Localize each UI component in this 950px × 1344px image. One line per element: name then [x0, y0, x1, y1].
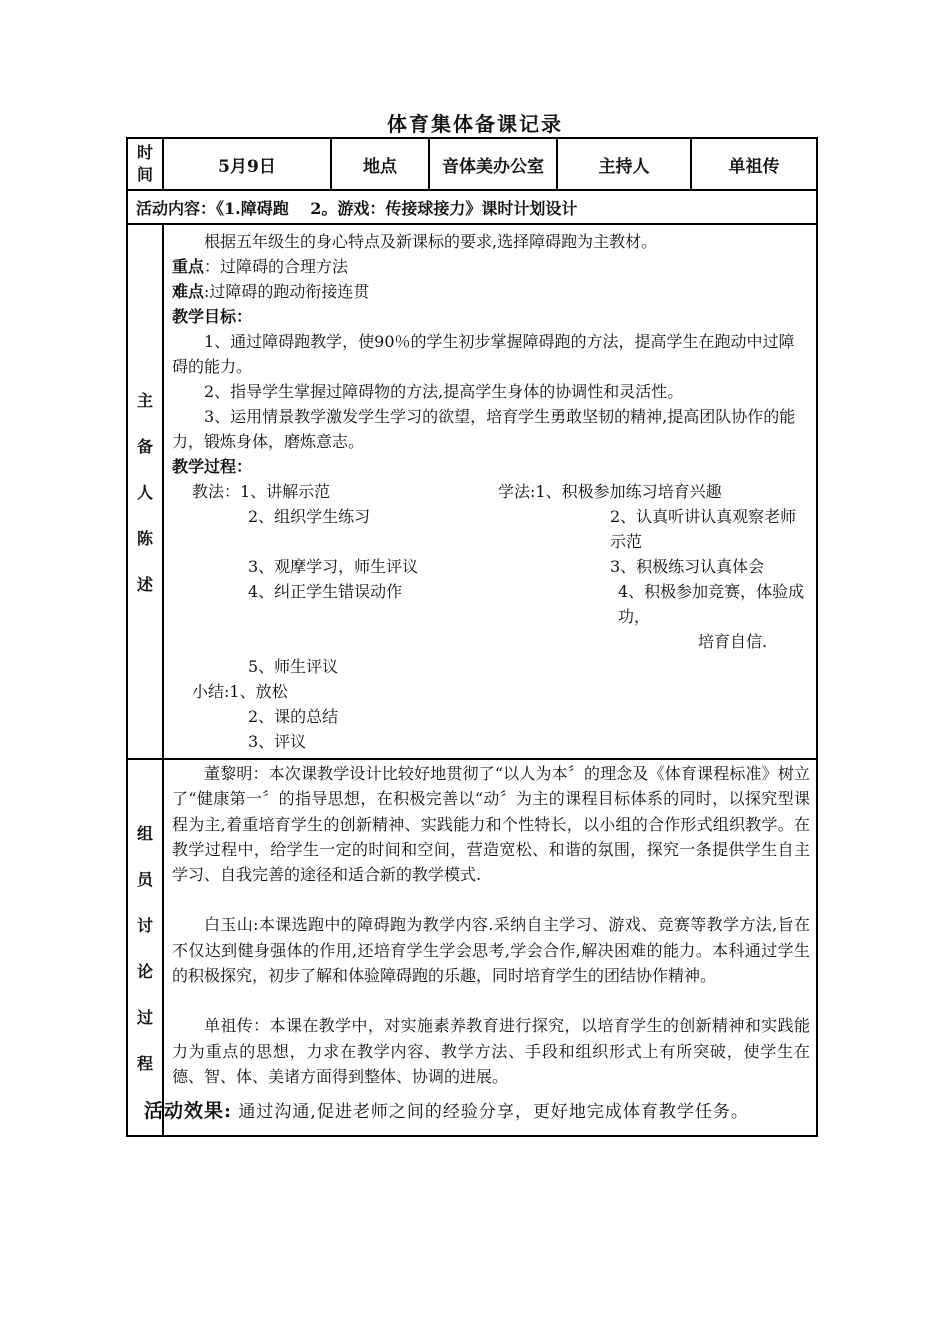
side-char: 程 — [136, 1054, 153, 1073]
place-label: 地点 — [331, 138, 429, 190]
host-label: 主持人 — [557, 138, 691, 190]
discussion-row — [127, 759, 817, 1136]
summary-item: 2、课的总结 — [248, 707, 339, 726]
side-char: 陈 — [136, 529, 153, 548]
side-char: 论 — [136, 962, 153, 981]
method-row — [172, 554, 810, 579]
activity-effect — [144, 1098, 816, 1125]
record-table — [126, 137, 818, 1137]
method-row — [172, 479, 810, 504]
process-label: 教学过程： — [172, 457, 253, 476]
intro-text: 根据五年级生的身心特点及新课标的要求,选择障碍跑为主教材。 — [204, 232, 658, 251]
discussion-body — [163, 759, 817, 1136]
learn-method: 3、积极练习认真体会 — [610, 557, 765, 576]
teach-method: 4、纠正学生错误动作 — [248, 582, 403, 601]
side-char: 主 — [136, 391, 153, 410]
learn-method: 4、积极参加竞赛，体验成功， — [618, 582, 805, 626]
side-char: 组 — [136, 824, 153, 843]
discussion-side-label — [127, 759, 163, 1136]
method-row — [172, 579, 810, 629]
header-row — [127, 138, 817, 190]
learn-method: 2、认真听讲认真观察老师示范 — [610, 507, 797, 551]
goal-item: 1、通过障碍跑教学，使90％的学生初步掌握障碍跑的方法，提高学生在跑动中过障碍的能力。 — [172, 332, 795, 376]
teach-method: 3、观摩学习，师生评议 — [248, 557, 419, 576]
main-statement-row — [127, 224, 817, 759]
learn-method: 学法:1、积极参加练习培育兴趣 — [498, 482, 722, 501]
teach-method: 2、组织学生练习 — [248, 507, 371, 526]
discussion-paragraph: 单祖传：本课在教学中，对实施素养教育进行探究，以培育学生的创新精神和实践能力为重点的思想，力求在教学内容、教学方法、手段和组织形式上有所突破，使学生在德、智、体、美诸方面得到整体、协调的进展。 — [172, 1016, 810, 1086]
activity-row — [127, 190, 817, 224]
difficulty-label: 难点 — [172, 282, 205, 301]
main-statement-body — [163, 224, 817, 759]
difficulty-text: :过障碍的跑动衔接连贯 — [204, 282, 370, 301]
goals-label: 教学目标： — [172, 307, 253, 326]
time-label-top: 时 — [136, 143, 153, 162]
discussion-paragraph: 白玉山:本课选跑中的障碍跑为教学内容.采纳自主学习、游戏、竞赛等教学方法,旨在不仅达到健身强体的作用,还培育学生学会思考,学会合作,解决困难的能力。本科通过学生的积极探究，初步了解和体验障碍跑的乐趣，同时培育学生的团结协作精神。 — [172, 915, 810, 986]
effect-label: 活动效果: — [144, 1100, 233, 1122]
summary-item: 小结:1、放松 — [192, 682, 288, 701]
side-char: 人 — [136, 483, 153, 502]
time-label — [127, 138, 163, 190]
teach-method: 教法：1、讲解示范 — [192, 482, 331, 501]
time-label-bottom: 间 — [136, 165, 153, 184]
main-statement-side-label — [127, 224, 163, 759]
goal-item: 3、运用情景教学激发学生学习的欲望，培育学生勇敢坚韧的精神,提高团队协作的能力，锻炼身体，磨炼意志。 — [172, 407, 796, 451]
difficulty-point — [172, 279, 810, 304]
summary-item: 3、评议 — [248, 732, 307, 751]
host-cell: 单祖传 — [691, 138, 817, 190]
teach-method: 5、师生评议 — [248, 657, 339, 676]
place-cell: 音体美办公室 — [429, 138, 557, 190]
side-char: 过 — [136, 1008, 153, 1027]
key-point — [172, 254, 810, 279]
key-text: ：过障碍的合理方法 — [204, 257, 349, 276]
page-title: 体育集体备课记录 — [387, 112, 563, 136]
key-label: 重点 — [172, 257, 205, 276]
side-char: 述 — [136, 575, 153, 594]
method-row — [172, 504, 810, 554]
date-cell: 5月9日 — [163, 138, 331, 190]
discussion-paragraph: 董黎明：本次课教学设计比较好地贯彻了“以人为本〞的理念及《体育课程标准》树立了“健康第一〞的指导思想，在积极完善以“动〞为主的课程目标体系的同时，以探究型课程为主,着重培育学生的创新精神、实践能力和个性特长，以小组的合作形式组织教学。在教学过程中，给学生一定的时间和空间，营造宽松、和谐的氛围，探究一条提供学生自主学习、自我完善的途径和适合新的教学模式. — [172, 764, 810, 885]
side-char: 讨 — [136, 916, 153, 935]
side-char: 备 — [136, 437, 153, 456]
effect-text: 通过沟通,促进老师之间的经验分享，更好地完成体育教学任务。 — [238, 1102, 749, 1122]
activity-content: 活动内容：《1.障碍跑 2。游戏：传接球接力》课时计划设计 — [127, 190, 817, 224]
goal-item: 2、指导学生掌握过障碍物的方法,提高学生身体的协调性和灵活性。 — [204, 382, 684, 401]
learn-method-continued: 培育自信. — [698, 632, 768, 651]
side-char: 员 — [136, 870, 153, 889]
